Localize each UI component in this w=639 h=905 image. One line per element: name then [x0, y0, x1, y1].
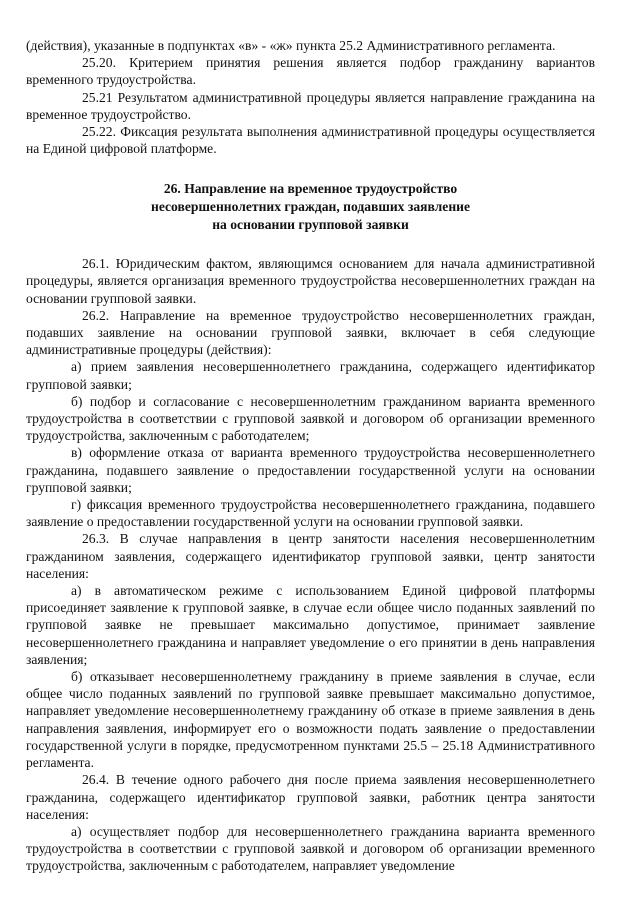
list-item-26-2-g: г) фиксация временного трудоустройства несовершеннолетнего гражданина, подавшего заявление о предоставлении государственной услуги на основании групповой заявки. — [26, 497, 595, 530]
paragraph-26-4: 26.4. В течение одного рабочего дня после приема заявления несовершеннолетнего гражданина, содержащего идентификатор групповой заявки, работник центра занятости населения: — [26, 772, 595, 822]
paragraph-26-1: 26.1. Юридическим фактом, являющимся основанием для начала административной процедуры, является организация временного трудоустройства несовершеннолетних граждан на основании групповой заявки. — [26, 256, 595, 306]
list-item-26-3-a: а) в автоматическом режиме с использованием Единой цифровой платформы присоединяет заявление к групповой заявке, в случае если общее число поданных заявлений по групповой заявке не превышает максимально допустимое, принимает заявление несовершеннолетнего гражданина и направляет уведомление о его принятии в день направления заявления; — [26, 583, 595, 667]
paragraph-25-22: 25.22. Фиксация результата выполнения административной процедуры осуществляется на Единой цифровой платформе. — [26, 124, 595, 157]
list-item-26-2-a: а) прием заявления несовершеннолетнего гражданина, содержащего идентификатор групповой заявки; — [26, 359, 595, 392]
section-heading — [26, 180, 595, 233]
paragraph-26-2: 26.2. Направление на временное трудоустройство несовершеннолетних граждан, подавших заявление на основании групповой заявки, включает в себя следующие административные процедуры (действия): — [26, 307, 595, 358]
list-item-26-2-v: в) оформление отказа от варианта временного трудоустройства несовершеннолетнего гражданина, подавшего заявление о предоставлении государственной услуги на основании групповой заявки; — [26, 445, 595, 495]
list-item-26-3-b: б) отказывает несовершеннолетнему гражданину в приеме заявления в случае, если общее число поданных заявлений по групповой заявке превышает максимально допустимое, направляет уведомление несовершеннолетнему гражданину об отказе в приеме заявления в день направления заявления, информирует его о возможности подать заявление о предоставлении государственной услуги в порядке, предусмотренном пунктами 25.5 – 25.18 Административного регламента. — [26, 669, 595, 771]
list-item-26-4-a: а) осуществляет подбор для несовершеннолетнего гражданина варианта временного трудоустройства в соответствии с групповой заявкой и договором об организации временного трудоустройства, заключенным с работодателем, направляет уведомление — [26, 823, 595, 874]
section-heading-line: несовершеннолетних граждан, подавших заявление — [150, 199, 471, 215]
paragraph-25-20: 25.20. Критерием принятия решения является подбор гражданину вариантов временного трудоустройства. — [26, 55, 595, 88]
section-heading-line: на основании групповой заявки — [212, 216, 409, 232]
list-item-26-2-b: б) подбор и согласование с несовершеннолетним гражданином варианта временного трудоустройства в соответствии с групповой заявкой и договором об организации временного трудоустройства, заключенным с работодателем; — [26, 393, 595, 444]
paragraph-26-3: 26.3. В случае направления в центр занятости населения несовершеннолетним гражданином заявления, содержащего идентификатор групповой заявки, центр занятости населения: — [26, 531, 595, 581]
paragraph-continuation: (действия), указанные в подпунктах «в» - «ж» пункта 25.2 Административного регламента. — [26, 38, 556, 53]
paragraph-25-21: 25.21 Результатом административной процедуры является направление гражданина на временное трудоустройство. — [26, 89, 595, 122]
section-heading-line: 26. Направление на временное трудоустройство — [163, 181, 458, 197]
